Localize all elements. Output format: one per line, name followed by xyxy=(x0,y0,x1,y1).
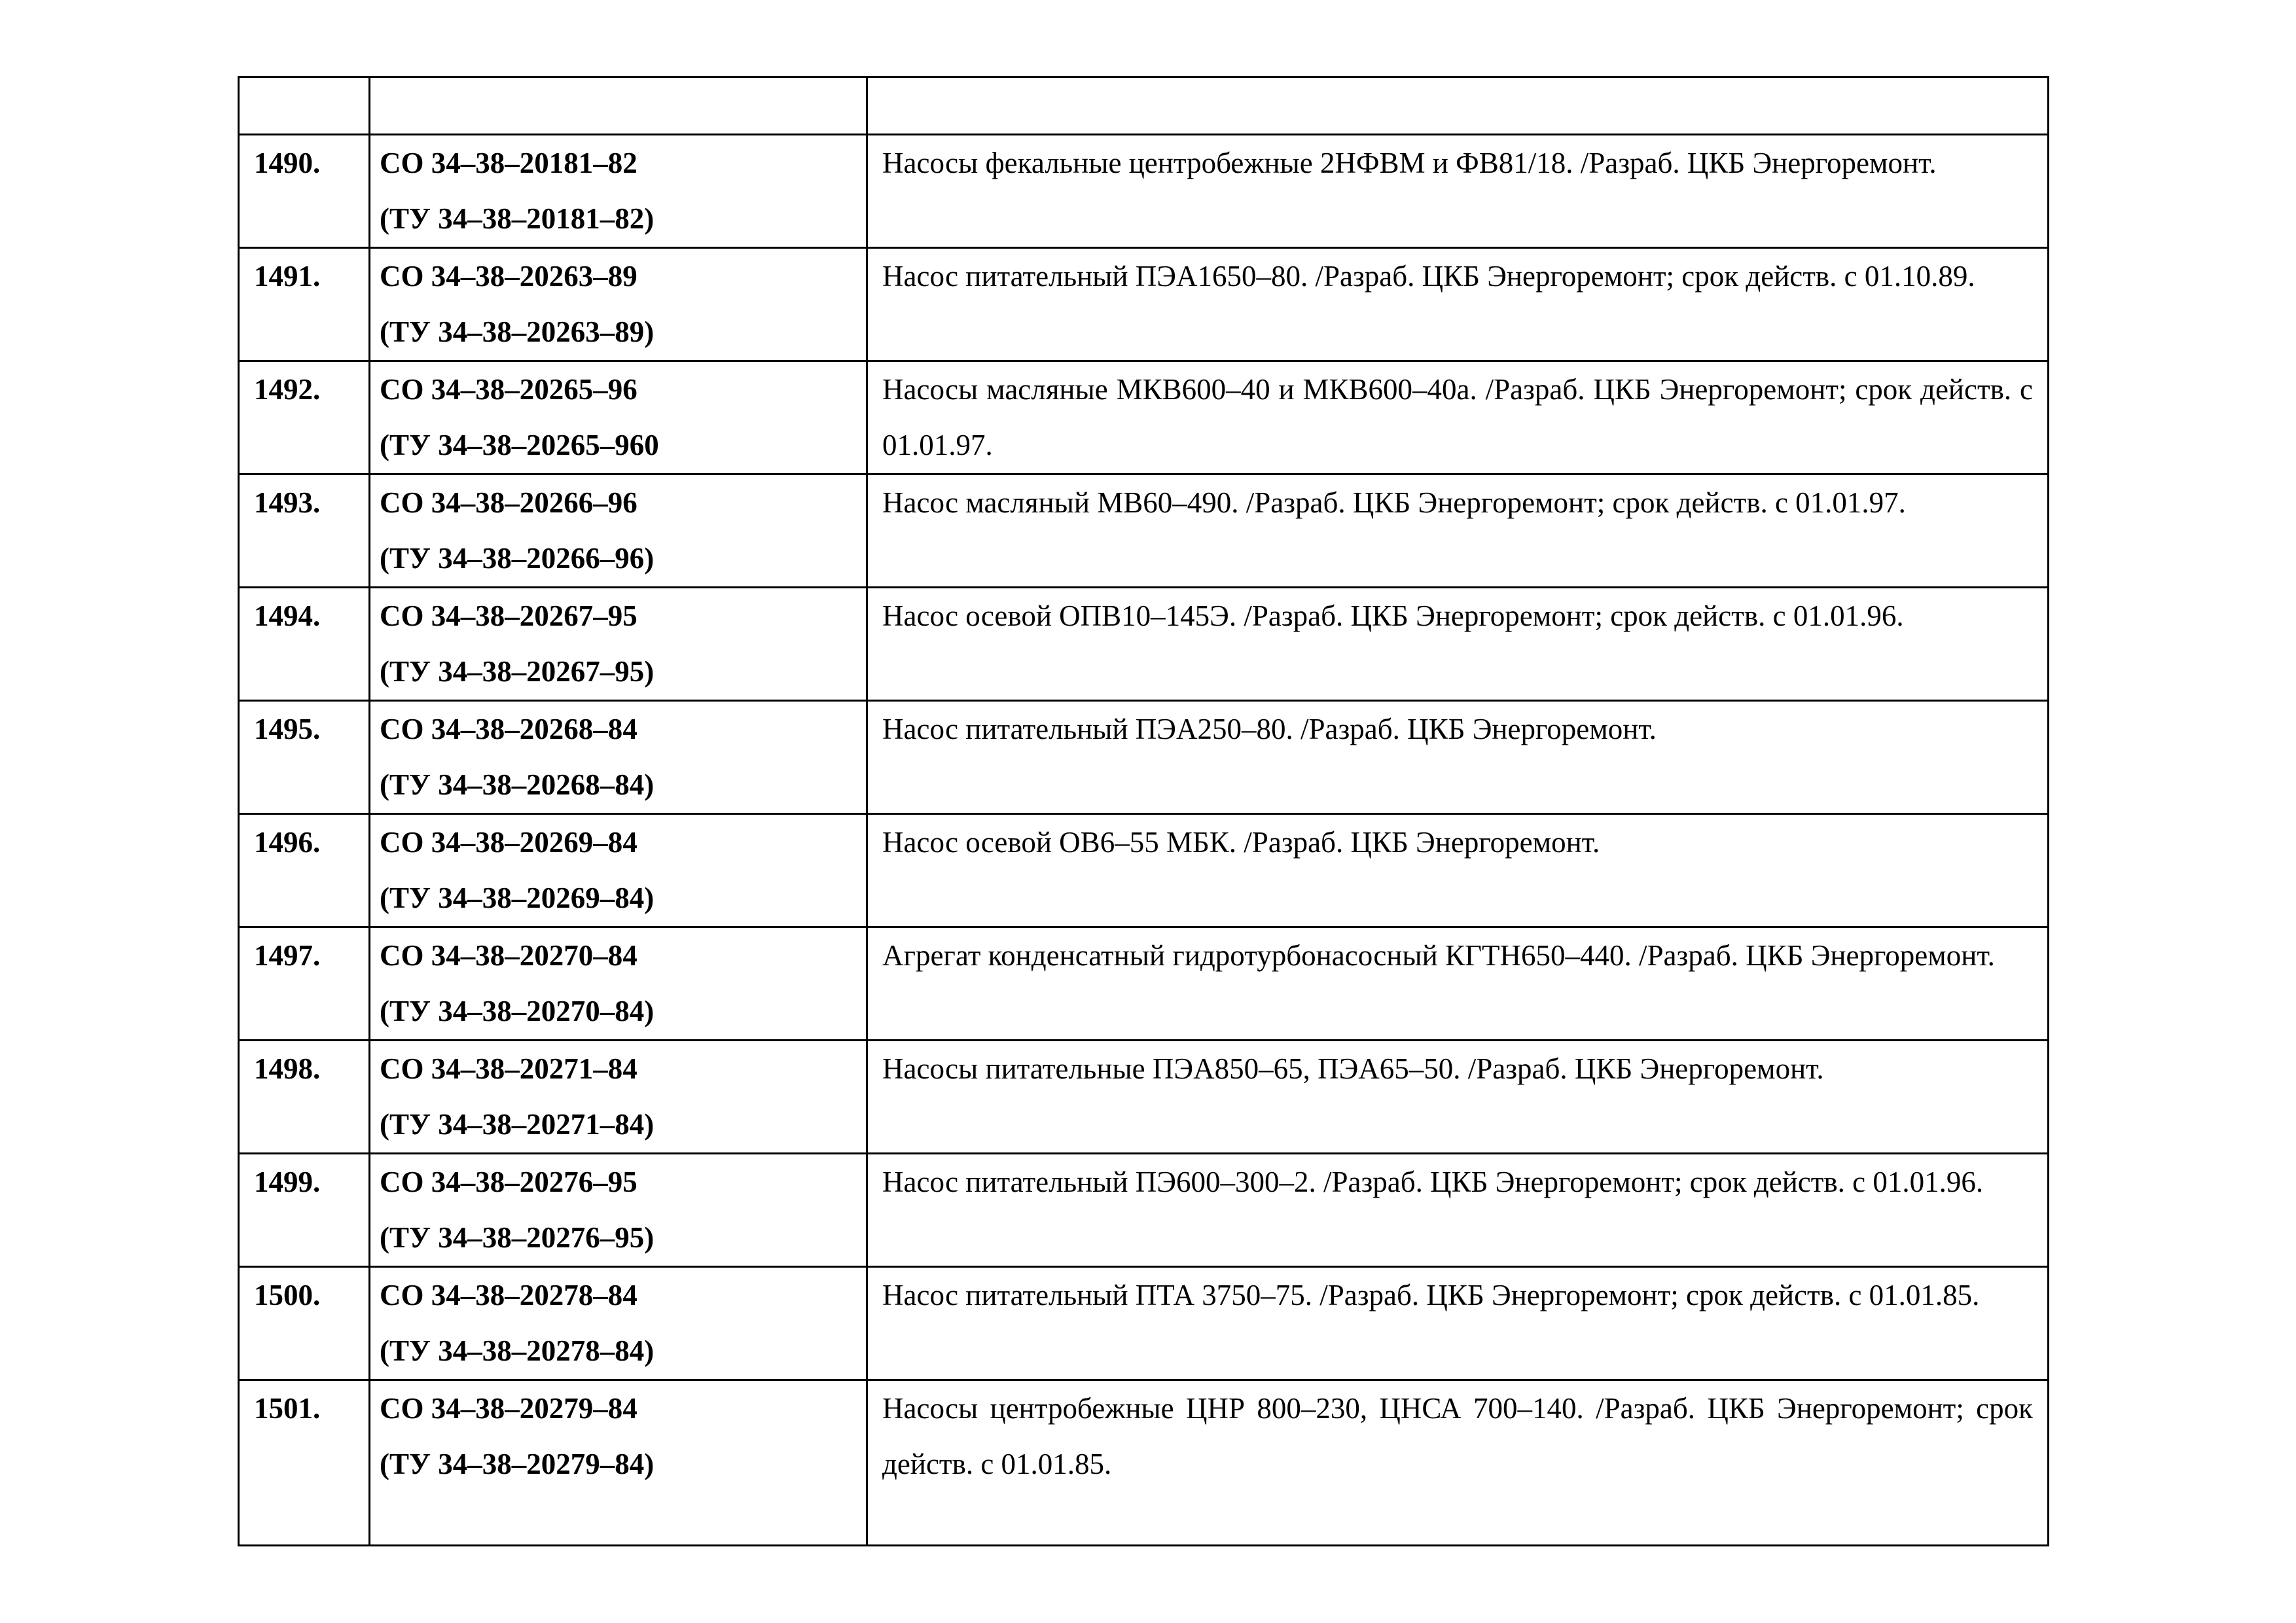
technical-spec-code: (ТУ 34–38–20269–84) xyxy=(380,882,655,914)
standard-description: Насос масляный МВ60–490. /Разраб. ЦКБ Энергоремонт; срок действ. с 01.01.97. xyxy=(867,474,2049,588)
standard-description: Насосы центробежные ЦНР 800–230, ЦНСА 700–140. /Разраб. ЦКБ Энергоремонт; срок действ. с 01.01.85. xyxy=(867,1380,2049,1546)
row-number: 1490. xyxy=(239,135,370,248)
table-row xyxy=(239,474,2049,588)
standard-code-cell xyxy=(370,1267,867,1380)
table-row xyxy=(239,1041,2049,1154)
standard-code-cell xyxy=(370,1380,867,1546)
table-row xyxy=(239,814,2049,927)
technical-spec-code: (ТУ 34–38–20181–82) xyxy=(380,202,655,235)
standard-code: СО 34–38–20271–84 xyxy=(380,1052,637,1085)
standard-code-cell xyxy=(370,701,867,814)
table-row xyxy=(239,248,2049,361)
row-number: 1500. xyxy=(239,1267,370,1380)
standard-code: СО 34–38–20269–84 xyxy=(380,826,637,859)
standard-code-cell xyxy=(370,474,867,588)
technical-spec-code: (ТУ 34–38–20279–84) xyxy=(380,1448,655,1480)
standard-description: Насосы масляные МКВ600–40 и МКВ600–40а. /Разраб. ЦКБ Энергоремонт; срок действ. с 01.01.97. xyxy=(867,361,2049,474)
standard-code: СО 34–38–20278–84 xyxy=(380,1279,637,1311)
standard-code: СО 34–38–20263–89 xyxy=(380,260,637,293)
table-row xyxy=(239,588,2049,701)
standard-description: Агрегат конденсатный гидротурбонасосный КГТН650–440. /Разраб. ЦКБ Энергоремонт. xyxy=(867,927,2049,1041)
technical-spec-code: (ТУ 34–38–20268–84) xyxy=(380,768,655,801)
technical-spec-code: (ТУ 34–38–20271–84) xyxy=(380,1108,655,1141)
standard-code: СО 34–38–20279–84 xyxy=(380,1392,637,1425)
standard-code: СО 34–38–20265–96 xyxy=(380,373,637,406)
standard-code-cell xyxy=(370,927,867,1041)
standard-description: Насос питательный ПЭА1650–80. /Разраб. ЦКБ Энергоремонт; срок действ. с 01.10.89. xyxy=(867,248,2049,361)
table-row xyxy=(239,927,2049,1041)
row-number: 1494. xyxy=(239,588,370,701)
standard-code: СО 34–38–20267–95 xyxy=(380,599,637,632)
standard-description: Насос осевой ОВ6–55 МБК. /Разраб. ЦКБ Энергоремонт. xyxy=(867,814,2049,927)
header-cell-number xyxy=(239,77,370,135)
row-number: 1492. xyxy=(239,361,370,474)
standard-code-cell xyxy=(370,588,867,701)
table-row xyxy=(239,1154,2049,1267)
technical-spec-code: (ТУ 34–38–20278–84) xyxy=(380,1334,655,1367)
standard-description: Насос питательный ПЭА250–80. /Разраб. ЦКБ Энергоремонт. xyxy=(867,701,2049,814)
table-row xyxy=(239,701,2049,814)
standard-code-cell xyxy=(370,361,867,474)
technical-spec-code: (ТУ 34–38–20263–89) xyxy=(380,315,655,348)
row-number: 1497. xyxy=(239,927,370,1041)
standard-description: Насос осевой ОПВ10–145Э. /Разраб. ЦКБ Энергоремонт; срок действ. с 01.01.96. xyxy=(867,588,2049,701)
standard-code: СО 34–38–20270–84 xyxy=(380,939,637,972)
technical-spec-code: (ТУ 34–38–20267–95) xyxy=(380,655,655,688)
technical-spec-code: (ТУ 34–38–20266–96) xyxy=(380,542,655,575)
standard-code-cell xyxy=(370,1154,867,1267)
standards-table xyxy=(238,76,2049,1546)
row-number: 1495. xyxy=(239,701,370,814)
standard-code-cell xyxy=(370,1041,867,1154)
standard-code-cell xyxy=(370,135,867,248)
technical-spec-code: (ТУ 34–38–20276–95) xyxy=(380,1221,655,1254)
standard-code-cell xyxy=(370,814,867,927)
row-number: 1493. xyxy=(239,474,370,588)
table-row xyxy=(239,135,2049,248)
row-number: 1496. xyxy=(239,814,370,927)
standard-code: СО 34–38–20266–96 xyxy=(380,486,637,519)
header-cell-code xyxy=(370,77,867,135)
standard-description: Насосы фекальные центробежные 2НФВМ и ФВ81/18. /Разраб. ЦКБ Энергоремонт. xyxy=(867,135,2049,248)
table-row xyxy=(239,1267,2049,1380)
table-header-row xyxy=(239,77,2049,135)
technical-spec-code: (ТУ 34–38–20270–84) xyxy=(380,995,655,1027)
standard-description: Насос питательный ПЭ600–300–2. /Разраб. ЦКБ Энергоремонт; срок действ. с 01.01.96. xyxy=(867,1154,2049,1267)
standard-description: Насосы питательные ПЭА850–65, ПЭА65–50. /Разраб. ЦКБ Энергоремонт. xyxy=(867,1041,2049,1154)
standard-code: СО 34–38–20276–95 xyxy=(380,1166,637,1198)
row-number: 1499. xyxy=(239,1154,370,1267)
standard-code-cell xyxy=(370,248,867,361)
standard-code: СО 34–38–20268–84 xyxy=(380,713,637,745)
row-number: 1498. xyxy=(239,1041,370,1154)
technical-spec-code: (ТУ 34–38–20265–960 xyxy=(380,429,659,461)
table-row xyxy=(239,1380,2049,1546)
standard-description: Насос питательный ПТА 3750–75. /Разраб. ЦКБ Энергоремонт; срок действ. с 01.01.85. xyxy=(867,1267,2049,1380)
row-number: 1491. xyxy=(239,248,370,361)
row-number: 1501. xyxy=(239,1380,370,1546)
header-cell-description xyxy=(867,77,2049,135)
table-row xyxy=(239,361,2049,474)
standard-code: СО 34–38–20181–82 xyxy=(380,147,637,179)
